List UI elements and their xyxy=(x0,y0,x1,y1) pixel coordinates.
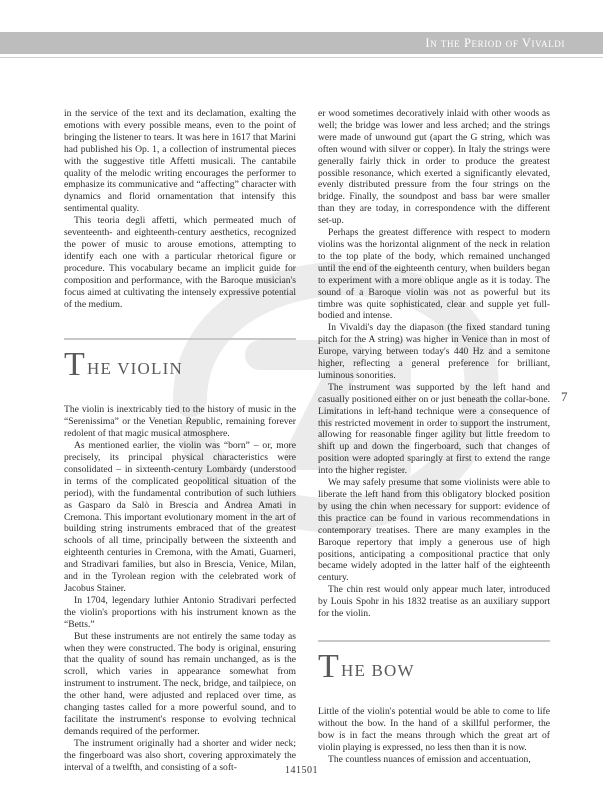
paragraph: The violin is inextricably tied to the history of music in the “Serenissima” or the Venetian Republic, remaining forever redolent of that magic musical atmosphere. xyxy=(64,404,296,440)
paragraph: The instrument originally had a shorter and wider neck; the fingerboard was also short, covering approximately the interval of a twelfth, and consisting of a soft- xyxy=(64,737,296,773)
paragraph: Perhaps the greatest difference with respect to modern violins was the horizontal alignment of the neck in relation to the top plate of the body, which remained unchanged until the end of the eighteenth century, when builders began to experiment with a more oblique angle as it is today. The sound of a Baroque violin was not as powerful but its timbre was quite sophisticated, clear and supple yet full-bodied and intense. xyxy=(318,227,550,322)
left-column xyxy=(64,108,296,774)
paragraph: er wood sometimes decoratively inlaid with other woods as well; the bridge was lower and less arched; and the strings were made of unwound gut (apart the G string, which was often wound with silver or copper). In Italy the strings were generally fairly thick in order to produce the greatest possible resonance, which exerted a significantly elevated, evenly distributed pressure from the four strings on the bridge. Finally, the soundpost and bass bar were smaller than they are today, in correspondence with the different set-up. xyxy=(318,108,550,227)
section-rule xyxy=(318,640,550,642)
footer-catalog-number: 141501 xyxy=(285,765,318,776)
section-heading-violin xyxy=(64,338,296,384)
heading-drop-cap: T xyxy=(318,647,339,685)
paragraph: But these instruments are not entirely the same today as when they were constructed. The body is original, ensuring that the quality of sound has remain unchanged, as is the scroll, which varies in appearance somewhat from instrument to instrument. The neck, bridge, and tailpiece, on the other hand, were adjusted and replaced over time, as changing tastes called for a more powerful sound, and to facilitate the instrument's response to evolving technical demands required of the performer. xyxy=(64,630,296,737)
paragraph: This teoria degli affetti, which permeated much of seventeenth- and eighteenth-century aesthetics, recognized the power of music to arouse emotions, attempting to identify each one with a particular rhetorical figure or procedure. This vocabulary became an implicit guide for composition and performance, with the Baroque musician's focus aimed at cultivating the intensely expressive potential of the medium. xyxy=(64,215,296,310)
paragraph: As mentioned earlier, the violin was “born” – or, more precisely, its principal physical characteristics were consolidated – in sixteenth-century Lombardy (understood in terms of the complicated geopolitical situation of the period), with the fundamental contribution of such luthiers as Gasparo da Salò in Brescia and Andrea Amati in Cremona. This important evolutionary moment in the art of building string instruments embraced that of the greatest schools of all time, principally between the sixteenth and eighteenth centuries in Cremona, with the Amati, Guarneri, and Stradivari families, but also in Brescia, Venice, Milan, and in the Tyrolean region with the celebrated work of Jacobus Stainer. xyxy=(64,440,296,594)
paragraph: In 1704, legendary luthier Antonio Stradivari perfected the violin's proportions with his instrument known as the “Betts.” xyxy=(64,594,296,630)
heading-drop-cap: T xyxy=(64,346,85,384)
running-header-title: In the Period of Vivaldi xyxy=(425,36,565,50)
paragraph: The chin rest would only appear much later, introduced by Louis Spohr in his 1832 treatise as an auxiliary support for the violin. xyxy=(318,584,550,620)
paragraph: in the service of the text and its declamation, exalting the emotions with every possible means, even to the point of bringing the listener to tears. It was here in 1617 that Marini had published his Op. 1, a collection of instrumental pieces with the suggestive title Affetti musicali. The cantabile quality of the melodic writing encourages the performer to emphasize its communicative and “affecting” character with dynamics and florid ornamentation that intensify this sentimental quality. xyxy=(64,108,296,215)
heading-text: HE BOW xyxy=(341,660,415,680)
paragraph: Little of the violin's potential would be able to come to life without the bow. In the hand of a skillful performer, the bow is in fact the means through which the great art of violin playing is expressed, no less then than it is now. xyxy=(318,705,550,753)
section-heading-bow xyxy=(318,640,550,686)
page-number: 7 xyxy=(561,389,568,404)
right-column xyxy=(318,108,550,766)
paragraph: The countless nuances of emission and accentuation, xyxy=(328,753,531,765)
header-divider xyxy=(0,57,603,58)
paragraph: In Vivaldi's day the diapason (the fixed standard tuning pitch for the A string) was higher in Venice than in most of Europe, varying between today's 440 Hz and a semitone higher, reflecting a general preference for brilliant, luminous sonorities. xyxy=(318,322,550,381)
paragraph: We may safely presume that some violinists were able to liberate the left hand from this obligatory blocked position by using the chin when necessary for support: evidence of this practice can be found in various recommendations in contemporary treatises. There are many examples in the Baroque repertory that imply a generous use of high positions, anticipating a compositional practice that only became widely adopted in the latter half of the eighteenth century. xyxy=(318,477,550,584)
paragraph: The instrument was supported by the left hand and casually positioned either on or just beneath the collar-bone. Limitations in left-hand technique were a consequence of this restricted movement in order to support the instrument, allowing for reasonable finger agility but little freedom to shift up and down the fingerboard, such that changes of position were adopted sparingly at first to extend the range into the higher register. xyxy=(318,381,550,477)
heading-text: HE VIOLIN xyxy=(87,359,183,379)
section-rule xyxy=(64,338,296,340)
